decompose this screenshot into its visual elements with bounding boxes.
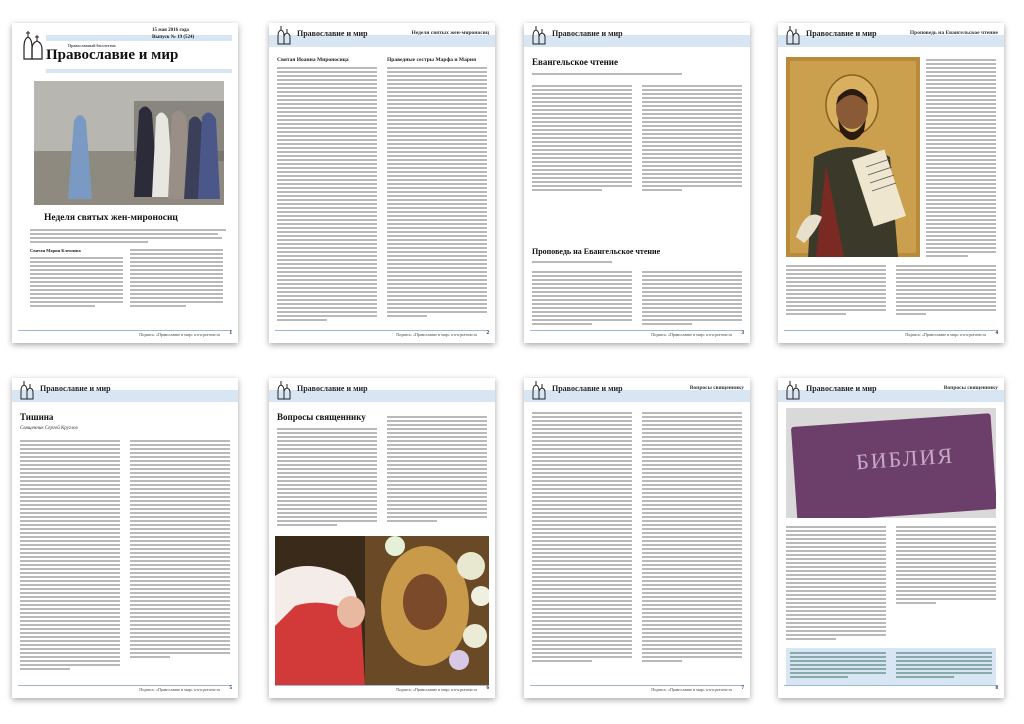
footer-site: Подпись: «Православие и мир» www.pravmir.ru <box>139 332 220 337</box>
page-7 <box>524 378 750 698</box>
article-title: Тишина <box>20 412 54 422</box>
brand-name: Православие и мир <box>552 29 623 38</box>
page-number: 2 <box>486 331 489 336</box>
church-logo-icon <box>18 380 40 400</box>
page-header <box>12 378 238 404</box>
page-number: 3 <box>741 331 744 336</box>
section-title: Неделя святых жен-мироносиц <box>411 30 489 36</box>
page-header <box>778 378 1004 404</box>
brand-name: Православие и мир <box>552 384 623 393</box>
page-header <box>524 378 750 404</box>
brand-name: Православие и мир <box>806 384 877 393</box>
footer-site: Подпись: «Православие и мир» www.pravmir.ru <box>905 332 986 337</box>
section-title: Вопросы священнику <box>943 385 998 391</box>
gospel-reading-title: Евангельское чтение <box>532 57 618 67</box>
issue-number: Выпуск № 19 (524) <box>152 35 195 40</box>
page-number: 5 <box>229 686 232 691</box>
myrrh-bearers-painting <box>34 81 224 205</box>
footer-site: Подпись: «Православие и мир» www.pravmir.ru <box>396 687 477 692</box>
brand-name: Православие и мир <box>297 29 368 38</box>
brand-name: Православие и мир <box>297 384 368 393</box>
page-header <box>269 23 495 49</box>
page-number: 7 <box>741 686 744 691</box>
section-title: Проповедь на Евангельское чтение <box>909 30 998 36</box>
footer-site: Подпись: «Православие и мир» www.pravmir.ru <box>139 687 220 692</box>
footer <box>784 330 998 338</box>
veneration-photo <box>275 536 489 686</box>
footer-site: Подпись: «Православие и мир» www.pravmir.ru <box>651 332 732 337</box>
subheading: Святая Мария Клеопова <box>30 248 81 253</box>
church-logo-icon <box>530 25 552 45</box>
page-2 <box>269 23 495 343</box>
church-logo-icon <box>530 380 552 400</box>
col1-title: Святая Иоанна Мироносица <box>277 57 349 63</box>
footer-site: Подпись: «Православие и мир» www.pravmir.ru <box>396 332 477 337</box>
byline: Священник Сергей Круглов <box>20 426 78 431</box>
footer <box>530 685 744 693</box>
article-title: Вопросы священнику <box>277 412 366 422</box>
church-logo-icon <box>784 380 806 400</box>
page-5 <box>12 378 238 698</box>
section-title: Вопросы священнику <box>689 385 744 391</box>
page-header <box>778 23 1004 49</box>
footer <box>275 330 489 338</box>
page-header <box>524 23 750 49</box>
apostle-icon-painting <box>786 57 920 257</box>
footer <box>530 330 744 338</box>
page-6 <box>269 378 495 698</box>
issue-date: 15 мая 2016 года <box>152 28 189 33</box>
page-1 <box>12 23 238 343</box>
brand-name: Православие и мир <box>806 29 877 38</box>
page-3 <box>524 23 750 343</box>
church-logo-icon <box>275 380 297 400</box>
church-logo-icon <box>275 25 297 45</box>
masthead: Православие и мир <box>46 47 179 63</box>
page-header <box>269 378 495 404</box>
church-logo-icon <box>784 25 806 45</box>
page-number: 1 <box>229 331 232 336</box>
page-number: 8 <box>995 686 998 691</box>
footer-site: Подпись: «Православие и мир» www.pravmir.ru <box>651 687 732 692</box>
brand-name: Православие и мир <box>40 384 111 393</box>
footer <box>784 685 998 693</box>
page-8 <box>778 378 1004 698</box>
bible-photo <box>786 408 996 518</box>
footer <box>18 330 232 338</box>
col2-title: Праведные сестры Марфа и Мария <box>387 57 477 63</box>
sermon-title: Проповедь на Евангельское чтение <box>532 247 661 256</box>
church-domes-logo <box>18 29 44 61</box>
page-number: 4 <box>995 331 998 336</box>
page-number: 6 <box>486 686 489 691</box>
headline: Неделя святых жен-мироносиц <box>44 213 178 223</box>
page-4 <box>778 23 1004 343</box>
bible-cover-text: БИБЛИЯ <box>855 442 955 475</box>
kicker: Православный бюллетень <box>68 43 116 48</box>
footer <box>18 685 232 693</box>
footer <box>275 685 489 693</box>
